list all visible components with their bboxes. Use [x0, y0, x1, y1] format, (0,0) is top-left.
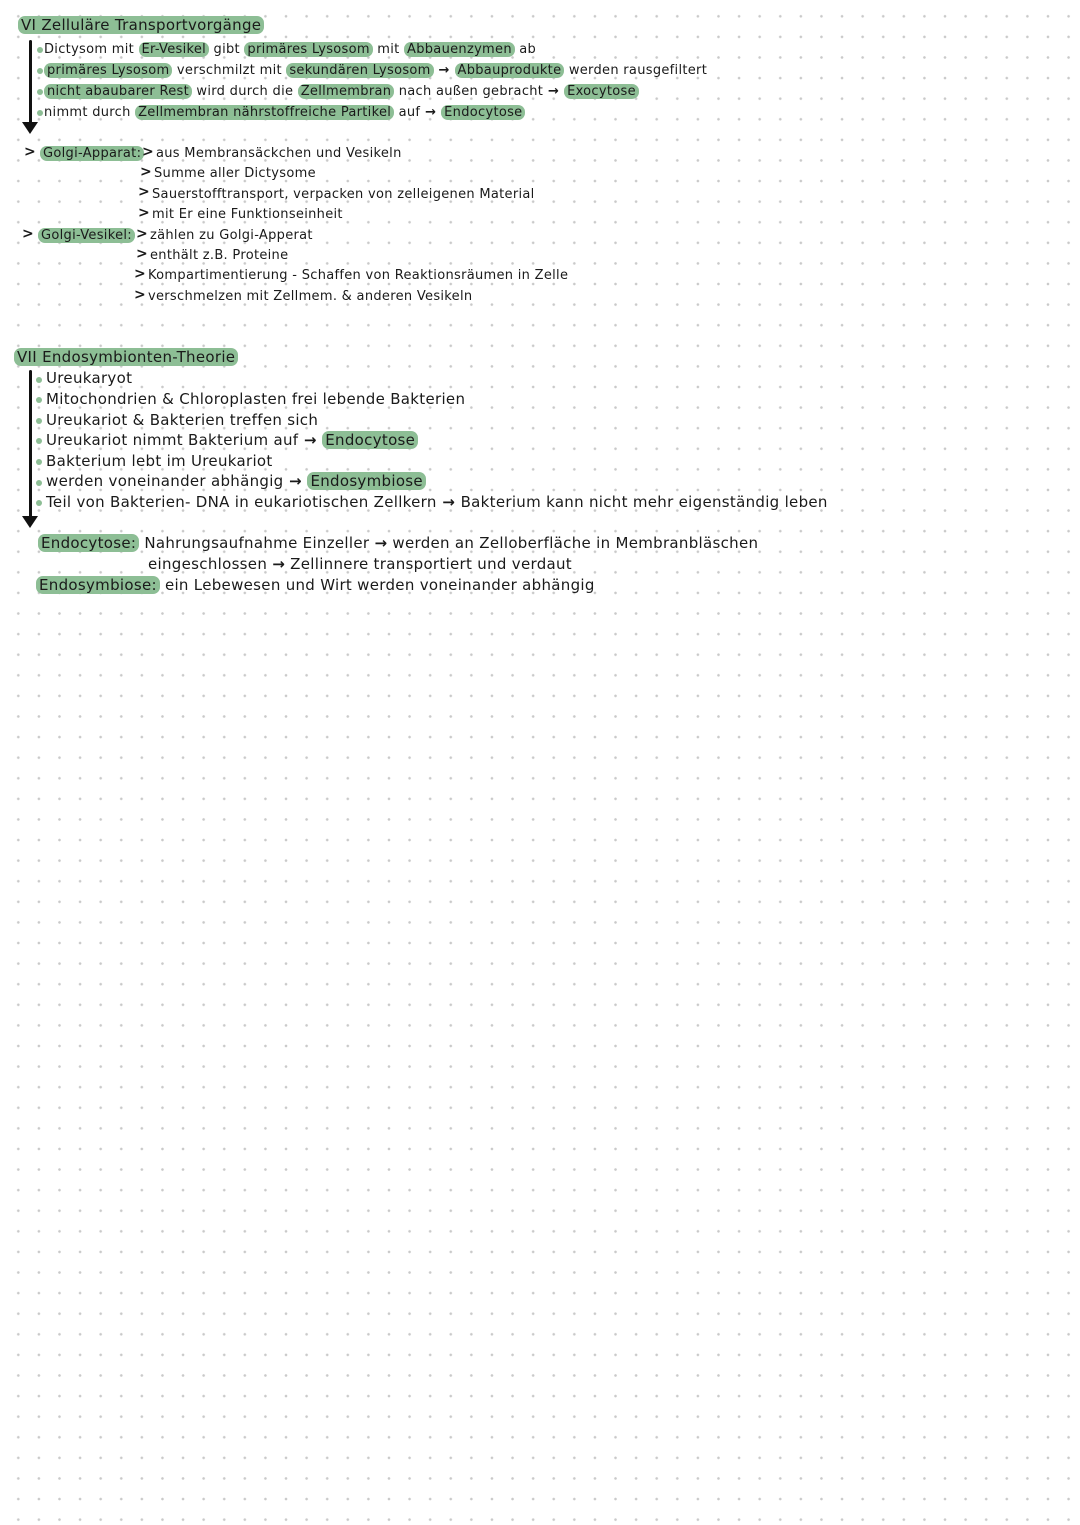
section-6-title: VI Zelluläre Transportvorgänge	[18, 16, 264, 34]
bullet	[36, 500, 42, 506]
golgi-vesikel-label: Golgi-Vesikel:	[38, 228, 135, 243]
bullet	[36, 438, 42, 444]
bullet	[37, 110, 43, 116]
bullet	[36, 459, 42, 465]
chevron-right-icon: >	[138, 205, 150, 221]
chevron-right-icon: >	[134, 287, 146, 303]
section-7-arrow-head	[22, 516, 38, 528]
golgi-apparat-point: Summe aller Dictysome	[154, 166, 316, 181]
s7-item-6: werden voneinander abhängig → Endosymbiose	[46, 472, 426, 490]
s6-item-3: nicht abaubarer Rest wird durch die Zellmembran nach außen gebracht → Exocytose	[44, 84, 639, 99]
s7-item-3: Ureukariot & Bakterien treffen sich	[46, 411, 319, 429]
s7-item-7: Teil von Bakterien- DNA in eukariotischen Zellkern → Bakterium kann nicht mehr eigenständig leben	[46, 493, 828, 511]
golgi-vesikel-point: Kompartimentierung - Schaffen von Reaktionsräumen in Zelle	[148, 268, 569, 283]
chevron-right-icon: >	[142, 144, 154, 160]
chevron-right-icon: >	[136, 226, 148, 242]
section-7-title: VII Endosymbionten-Theorie	[14, 348, 238, 366]
chevron-right-icon: >	[136, 246, 148, 262]
bullet	[36, 397, 42, 403]
golgi-vesikel-point: zählen zu Golgi-Apperat	[150, 228, 313, 243]
bullet	[37, 89, 43, 95]
chevron-right-icon: >	[24, 144, 36, 160]
golgi-apparat-point: mit Er eine Funktionseinheit	[152, 207, 343, 222]
definition-endocytose-cont: eingeschlossen → Zellinnere transportiert und verdaut	[148, 555, 572, 573]
s7-item-1: Ureukaryot	[46, 369, 133, 387]
definition-endosymbiose: Endosymbiose: ein Lebewesen und Wirt werden voneinander abhängig	[36, 576, 595, 594]
definition-endocytose: Endocytose: Nahrungsaufnahme Einzeller → werden an Zelloberfläche in Membranbläschen	[38, 534, 758, 552]
golgi-apparat-point: aus Membransäckchen und Vesikeln	[156, 146, 402, 161]
bullet	[36, 480, 42, 486]
golgi-vesikel-point: verschmelzen mit Zellmem. & anderen Vesikeln	[148, 289, 473, 304]
s6-item-2: primäres Lysosom verschmilzt mit sekundären Lysosom → Abbauprodukte werden rausgefiltert	[44, 63, 707, 78]
chevron-right-icon: >	[134, 266, 146, 282]
section-6-arrow-head	[22, 122, 38, 134]
bullet	[36, 418, 42, 424]
section-6-arrow-line	[29, 40, 32, 126]
chevron-right-icon: >	[140, 164, 152, 180]
bullet	[37, 47, 43, 53]
bullet	[36, 377, 42, 383]
s7-item-4: Ureukariot nimmt Bakterium auf → Endocytose	[46, 431, 418, 449]
s7-item-5: Bakterium lebt im Ureukariot	[46, 452, 273, 470]
chevron-right-icon: >	[138, 184, 150, 200]
s7-item-2: Mitochondrien & Chloroplasten frei lebende Bakterien	[46, 390, 466, 408]
s6-item-1: Dictysom mit Er-Vesikel gibt primäres Lysosom mit Abbauenzymen ab	[44, 42, 537, 57]
chevron-right-icon: >	[22, 226, 34, 242]
golgi-apparat-point: Sauerstofftransport, verpacken von zelleigenen Material	[152, 187, 535, 202]
golgi-apparat-label: Golgi-Apparat:	[40, 146, 144, 161]
bullet	[37, 68, 43, 74]
golgi-vesikel-point: enthält z.B. Proteine	[150, 248, 289, 263]
section-7-arrow-line	[29, 370, 32, 520]
s6-item-4: nimmt durch Zellmembran nährstoffreiche Partikel auf → Endocytose	[44, 105, 525, 120]
